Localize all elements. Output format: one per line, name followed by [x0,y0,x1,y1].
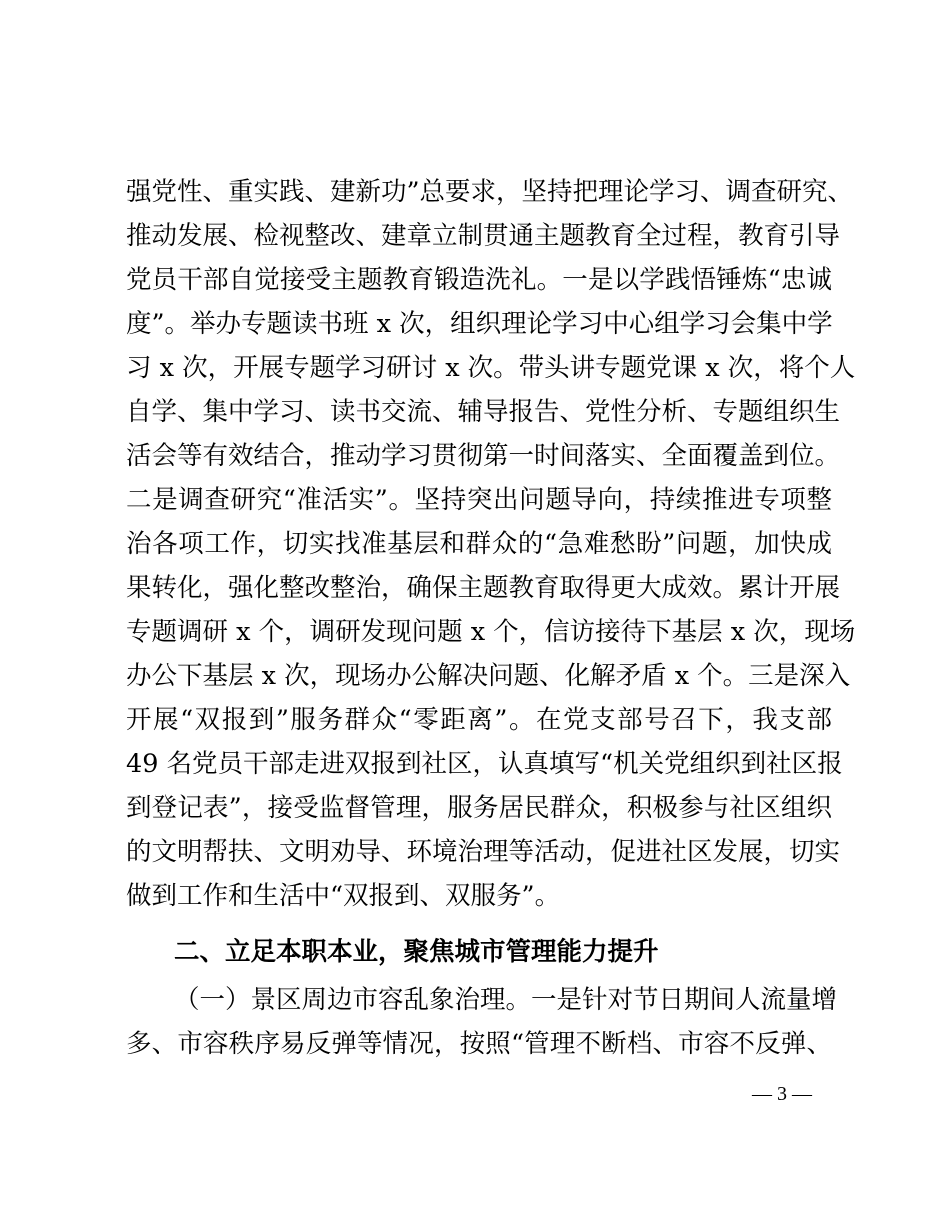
section-heading: 二、立足本职本业，聚焦城市管理能力提升 [174,937,659,967]
body-line-15: 到登记表”，接受监督管理，服务居民群众，积极参与社区组织 [126,793,832,823]
body-line-11: 专题调研 x 个，调研发现问题 x 个，信访接待下基层 x 次，现场 [126,617,856,647]
body-line-16: 的文明帮扶、文明劝导、环境治理等活动，促进社区发展，切实 [126,837,841,867]
sub-line-1: （一）景区周边市容乱象治理。一是针对节日期间人流量增 [174,985,838,1015]
sub-line-2: 多、市容秩序易反弹等情况，按照“管理不断档、市容不反弹、 [126,1029,832,1059]
body-line-13: 开展“双报到”服务群众“零距离”。在党支部号召下，我支部 [126,705,832,735]
body-line-7: 活会等有效结合，推动学习贯彻第一时间落实、全面覆盖到位。 [126,441,841,471]
body-line-12: 办公下基层 x 次，现场办公解决问题、化解矛盾 x 个。三是深入 [126,661,851,691]
body-line-2: 推动发展、检视整改、建章立制贯通主题教育全过程，教育引导 [126,221,841,251]
page-number: — 3 — [752,1083,812,1105]
body-line-8: 二是调查研究“准活实”。坚持突出问题导向，持续推进专项整 [126,485,832,515]
body-line-17: 做到工作和生活中“双报到、双服务”。 [126,881,561,911]
body-line-4: 度”。举办专题读书班 x 次，组织理论学习中心组学习会集中学 [126,309,833,339]
body-line-6: 自学、集中学习、读书交流、辅导报告、党性分析、专题组织生 [126,397,841,427]
body-line-9: 治各项工作，切实找准基层和群众的“急难愁盼”问题，加快成 [126,529,832,559]
body-line-14: 49 名党员干部走进双报到社区，认真填写“机关党组织到社区报 [126,749,843,779]
body-line-1: 强党性、重实践、建新功”总要求，坚持把理论学习、调查研究、 [126,177,854,207]
body-line-10: 果转化，强化整改整治，确保主题教育取得更大成效。累计开展 [126,573,841,603]
body-line-3: 党员干部自觉接受主题教育锻造洗礼。一是以学践悟锤炼“忠诚 [126,265,832,295]
body-line-5: 习 x 次，开展专题学习研讨 x 次。带头讲专题党课 x 次，将个人 [126,353,856,383]
